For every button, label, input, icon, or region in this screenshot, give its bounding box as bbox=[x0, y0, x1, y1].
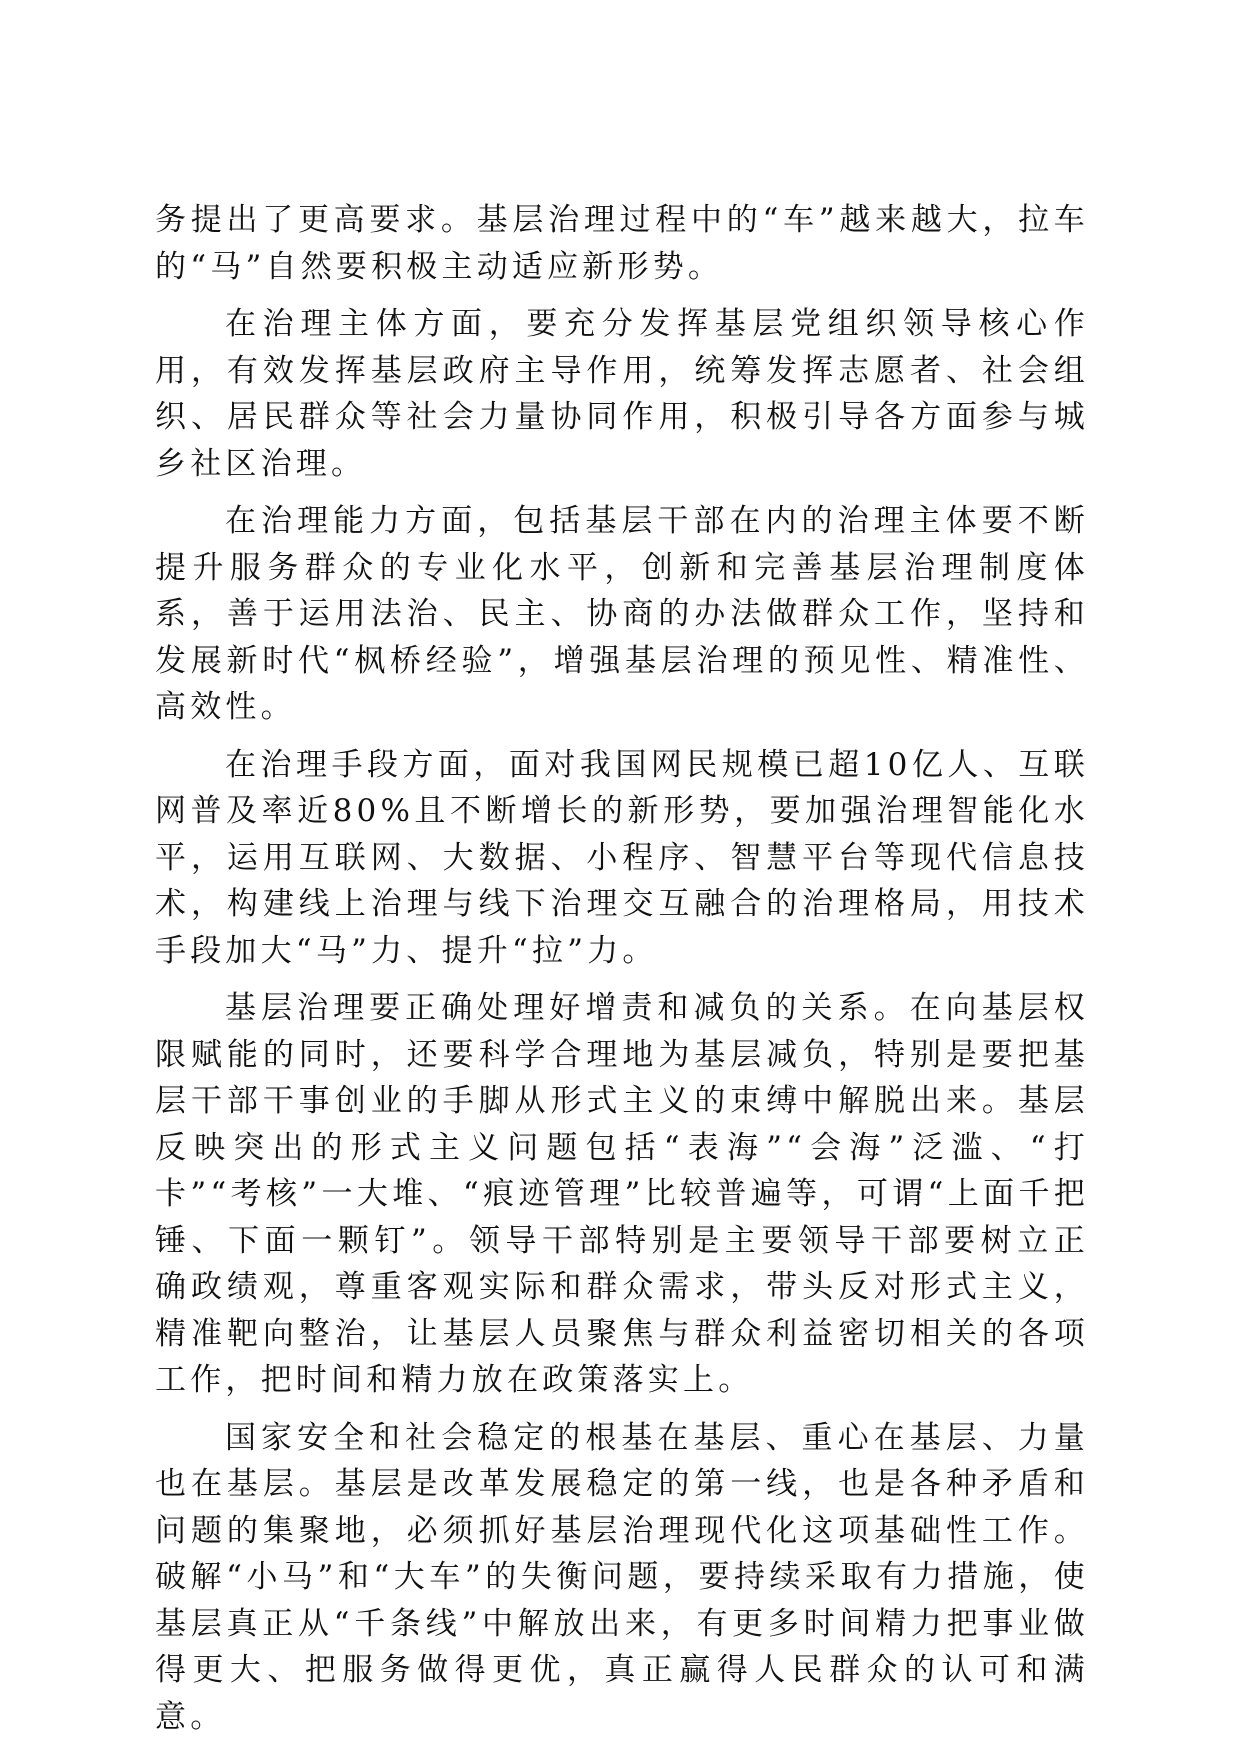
article-body bbox=[155, 197, 1089, 1740]
paragraph-continuation: 务提出了更高要求。基层治理过程中的“车”越来越大，拉车的“马”自然要积极主动适应新形势。 bbox=[155, 202, 1089, 285]
paragraph-burden-reduction: 基层治理要正确处理好增责和减负的关系。在向基层权限赋能的同时，还要科学合理地为基层减负，特别是要把基层干部干事创业的手脚从形式主义的束缚中解脱出来。基层反映突出的形式主义问题包括“表海”“会海”泛滥、“打卡”“考核”一大堆、“痕迹管理”比较普遍等，可谓“上面千把锤、下面一颗钉”。领导干部特别是主要领导干部要树立正确政绩观，尊重客观实际和群众需求，带头反对形式主义，精准靶向整治，让基层人员聚焦与群众利益密切相关的各项工作，把时间和精力放在政策落实上。 bbox=[155, 990, 1089, 1398]
paragraph-conclusion: 国家安全和社会稳定的根基在基层、重心在基层、力量也在基层。基层是改革发展稳定的第一线，也是各种矛盾和问题的集聚地，必须抓好基层治理现代化这项基础性工作。破解“小马”和“大车”的失衡问题，要持续采取有力措施，使基层真正从“千条线”中解放出来，有更多时间精力把事业做得更大、把服务做得更优，真正赢得人民群众的认可和满意。 bbox=[155, 1419, 1089, 1735]
paragraph-governance-subject: 在治理主体方面，要充分发挥基层党组织领导核心作用，有效发挥基层政府主导作用，统筹发挥志愿者、社会组织、居民群众等社会力量协同作用，积极引导各方面参与城乡社区治理。 bbox=[155, 306, 1089, 482]
paragraph-governance-capacity: 在治理能力方面，包括基层干部在内的治理主体要不断提升服务群众的专业化水平，创新和完善基层治理制度体系，善于运用法治、民主、协商的办法做群众工作，坚持和发展新时代“枫桥经验”，增强基层治理的预见性、精准性、高效性。 bbox=[155, 503, 1089, 725]
paragraph-governance-means: 在治理手段方面，面对我国网民规模已超10亿人、互联网普及率近80%且不断增长的新形势，要加强治理智能化水平，运用互联网、大数据、小程序、智慧平台等现代信息技术，构建线上治理与线下治理交互融合的治理格局，用技术手段加大“马”力、提升“拉”力。 bbox=[155, 746, 1089, 969]
